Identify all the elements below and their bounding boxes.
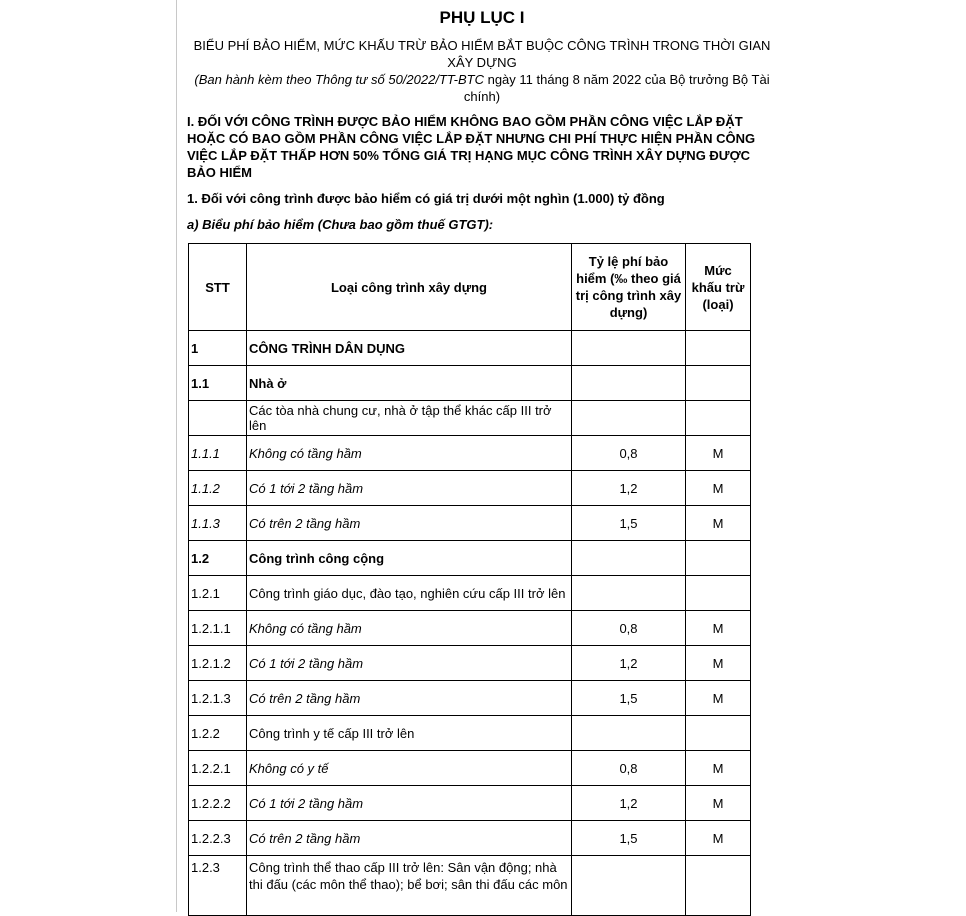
cell-deductible: M: [686, 786, 751, 821]
cell-deductible: M: [686, 646, 751, 681]
cell-stt: 1.2.1.2: [189, 646, 247, 681]
cell-construction-type: CÔNG TRÌNH DÂN DỤNG: [247, 331, 572, 366]
cell-fee-rate: [572, 576, 686, 611]
issuance-note-circular: (Ban hành kèm theo Thông tư số 50/2022/TT-BTC: [194, 72, 484, 87]
table-row: [189, 366, 751, 401]
cell-stt: 1.2.1: [189, 576, 247, 611]
table-header-row: [189, 244, 751, 331]
cell-stt: 1.2.2.1: [189, 751, 247, 786]
cell-stt: 1.1.2: [189, 471, 247, 506]
subsection-heading: 1. Đối với công trình được bảo hiểm có giá trị dưới một nghìn (1.000) tỷ đồng: [187, 191, 665, 206]
table-row: [189, 681, 751, 716]
cell-construction-type: Các tòa nhà chung cư, nhà ở tập thể khác cấp III trở lên: [247, 401, 572, 436]
table-row: [189, 786, 751, 821]
cell-construction-type: Công trình giáo dục, đào tạo, nghiên cứu cấp III trở lên: [247, 576, 572, 611]
table-row: [189, 716, 751, 751]
cell-deductible: M: [686, 751, 751, 786]
cell-deductible: M: [686, 506, 751, 541]
cell-stt: [189, 401, 247, 436]
cell-construction-type: Không có tầng hầm: [247, 611, 572, 646]
cell-stt: 1: [189, 331, 247, 366]
table-row: [189, 751, 751, 786]
cell-stt: 1.1.1: [189, 436, 247, 471]
cell-deductible: [686, 401, 751, 436]
header-deductible: Mức khấu trừ (loại): [686, 244, 751, 331]
cell-stt: 1.2.3: [189, 856, 247, 916]
cell-fee-rate: [572, 856, 686, 916]
cell-fee-rate: [572, 366, 686, 401]
cell-fee-rate: 1,5: [572, 821, 686, 856]
table-row: [189, 856, 751, 916]
cell-construction-type: Công trình y tế cấp III trở lên: [247, 716, 572, 751]
section-heading: I. ĐỐI VỚI CÔNG TRÌNH ĐƯỢC BẢO HIỂM KHÔNG BAO GỒM PHẦN CÔNG VIỆC LẮP ĐẶT HOẶC CÓ BAO GỒM PHẦN CÔNG VIỆC LẮP ĐẶT NHƯNG CHI PHÍ THỰC HIỆN PHẦN CÔNG VIỆC LẮP ĐẶT THẤP HƠN 50% TỔNG GIÁ TRỊ HẠNG MỤC CÔNG TRÌNH XÂY DỰNG ĐƯỢC BẢO HIỂM: [187, 114, 756, 180]
cell-fee-rate: 1,5: [572, 506, 686, 541]
cell-construction-type: Có trên 2 tầng hầm: [247, 681, 572, 716]
cell-stt: 1.2: [189, 541, 247, 576]
cell-deductible: [686, 331, 751, 366]
issuance-note-date: ngày 11 tháng 8 năm 2022 của Bộ trưởng Bộ Tài chính): [463, 72, 770, 104]
table-row: [189, 506, 751, 541]
cell-fee-rate: 1,2: [572, 471, 686, 506]
cell-fee-rate: 1,2: [572, 646, 686, 681]
cell-construction-type: Công trình công cộng: [247, 541, 572, 576]
cell-deductible: [686, 856, 751, 916]
cell-stt: 1.2.2.2: [189, 786, 247, 821]
cell-deductible: [686, 366, 751, 401]
table-row: [189, 576, 751, 611]
document-title: PHỤ LỤC I: [439, 8, 525, 27]
table-row: [189, 611, 751, 646]
cell-fee-rate: 0,8: [572, 611, 686, 646]
table-row: [189, 646, 751, 681]
cell-deductible: M: [686, 821, 751, 856]
table-row: [189, 541, 751, 576]
cell-deductible: [686, 576, 751, 611]
cell-construction-type: Có 1 tới 2 tầng hầm: [247, 471, 572, 506]
table-row: [189, 401, 751, 436]
cell-deductible: [686, 541, 751, 576]
table-row: [189, 331, 751, 366]
cell-fee-rate: [572, 401, 686, 436]
cell-construction-type: Có trên 2 tầng hầm: [247, 821, 572, 856]
table-body: [189, 331, 751, 916]
header-fee-rate: Tỷ lệ phí bảo hiểm (‰ theo giá trị công trình xây dựng): [572, 244, 686, 331]
cell-construction-type: Có 1 tới 2 tầng hầm: [247, 646, 572, 681]
cell-stt: 1.2.1.1: [189, 611, 247, 646]
fee-table: [188, 243, 751, 916]
cell-deductible: M: [686, 681, 751, 716]
cell-deductible: M: [686, 436, 751, 471]
cell-fee-rate: [572, 716, 686, 751]
cell-fee-rate: [572, 331, 686, 366]
cell-deductible: [686, 716, 751, 751]
table-row: [189, 821, 751, 856]
cell-stt: 1.1: [189, 366, 247, 401]
header-stt: STT: [189, 244, 247, 331]
cell-fee-rate: 1,2: [572, 786, 686, 821]
cell-stt: 1.2.2.3: [189, 821, 247, 856]
cell-deductible: M: [686, 611, 751, 646]
cell-construction-type: Công trình thể thao cấp III trở lên: Sân vận động; nhà thi đấu (các môn thể thao); bể bơi; sân thi đấu các môn: [247, 856, 572, 916]
table-row: [189, 471, 751, 506]
cell-stt: 1.2.2: [189, 716, 247, 751]
table-row: [189, 436, 751, 471]
cell-fee-rate: 1,5: [572, 681, 686, 716]
cell-construction-type: Có trên 2 tầng hầm: [247, 506, 572, 541]
issuance-note: [187, 71, 777, 105]
cell-construction-type: Có 1 tới 2 tầng hầm: [247, 786, 572, 821]
cell-stt: 1.1.3: [189, 506, 247, 541]
fee-table-heading: a) Biểu phí bảo hiểm (Chưa bao gồm thuế GTGT):: [187, 217, 494, 232]
header-construction-type: Loại công trình xây dựng: [247, 244, 572, 331]
cell-fee-rate: [572, 541, 686, 576]
cell-fee-rate: 0,8: [572, 436, 686, 471]
cell-stt: 1.2.1.3: [189, 681, 247, 716]
page-left-edge: [176, 0, 177, 912]
cell-construction-type: Không có tầng hầm: [247, 436, 572, 471]
cell-deductible: M: [686, 471, 751, 506]
cell-construction-type: Nhà ở: [247, 366, 572, 401]
cell-construction-type: Không có y tế: [247, 751, 572, 786]
document-subtitle: BIỂU PHÍ BẢO HIỂM, MỨC KHẤU TRỪ BẢO HIỂM BẮT BUỘC CÔNG TRÌNH TRONG THỜI GIAN XÂY DỰNG: [193, 38, 771, 70]
cell-fee-rate: 0,8: [572, 751, 686, 786]
